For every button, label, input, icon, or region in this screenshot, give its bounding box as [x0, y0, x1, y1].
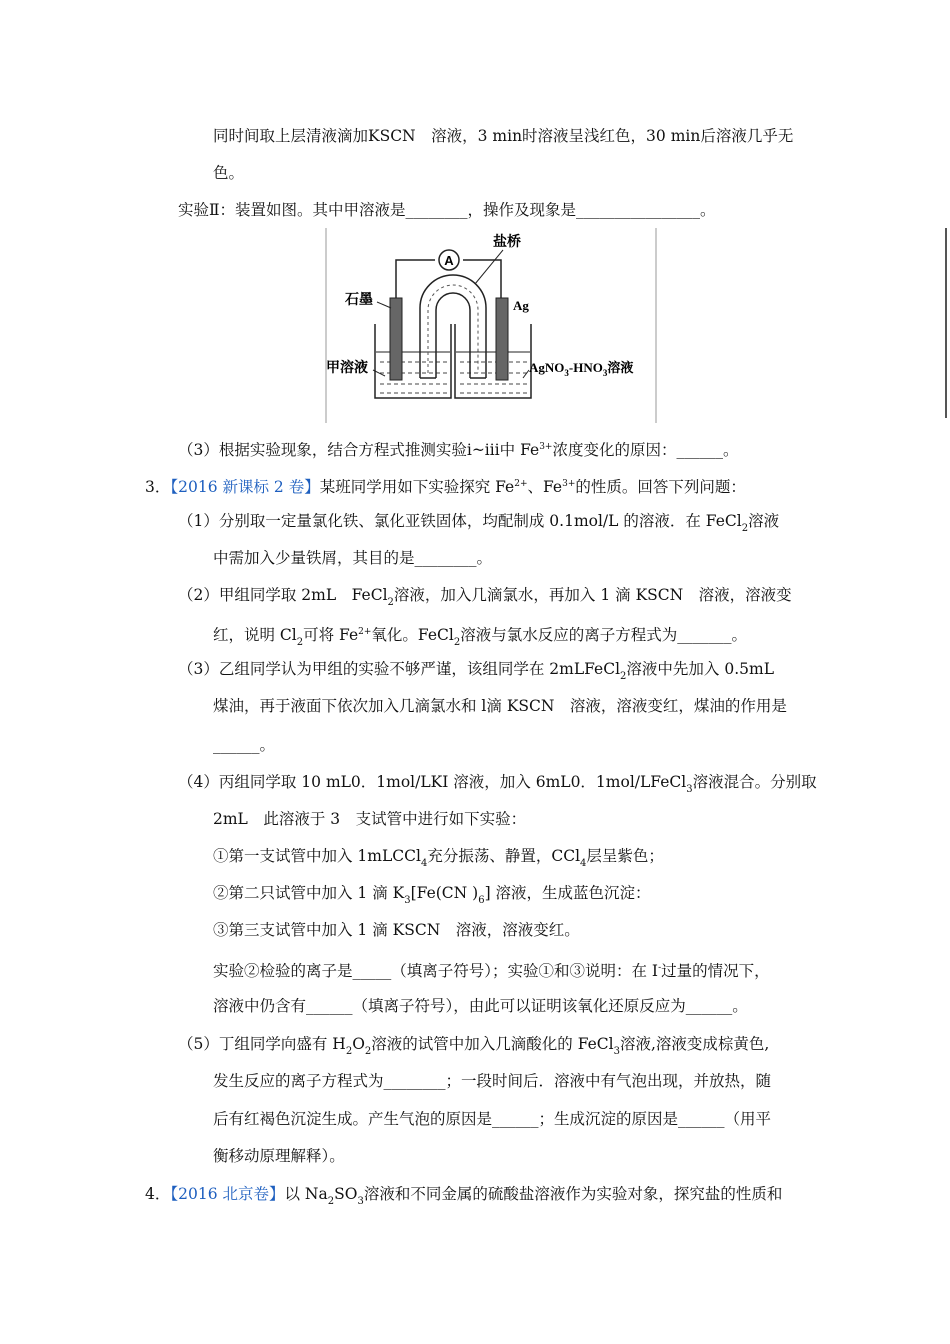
svg-text:石墨: 石墨 — [345, 292, 373, 308]
question-part: （3）根据实验现象，结合方程式推测实验ⅰ~ⅲ中 $Fe^{3+}$浓度变化的原因：______。 — [178, 441, 739, 459]
text-line: ______。 — [213, 736, 276, 754]
text-line: 实验②检验的离子是_____（填离子符号）；实验①和③说明：在 I-过量的情况下， — [213, 962, 770, 980]
text-line: 衡移动原理解释）。 — [213, 1147, 345, 1165]
text-line: 实验Ⅱ：装置如图。其中甲溶液是________，操作及现象是________________。 — [178, 201, 716, 219]
text-line: 同时间取上层清液滴加KSCN 溶液，3 min时溶液呈浅红色，30 min后溶液几乎无 — [213, 127, 794, 145]
question-part: （5）丁组同学向盛有 $H_2O_2$溶液的试管中加入几滴酸化的 FeCl$_3$溶液,溶液变成棕黄色, — [178, 1035, 770, 1057]
svg-text:Ag: Ag — [513, 298, 529, 313]
svg-text:A: A — [444, 253, 454, 268]
svg-text:AgNO3-HNO3溶液: $AgNO_3-HNO_3$溶液 — [529, 360, 634, 378]
source-tag: 【2016 新课标 2 卷】 — [170, 478, 320, 496]
question-part: （1）分别取一定量氯化铁、氯化亚铁固体，均配制成 0.1mol/L 的溶液．在 FeCl$_2$溶液 — [178, 512, 780, 534]
source-tag: 【2016 北京卷】 — [170, 1185, 285, 1203]
graphite-electrode — [390, 298, 402, 380]
question-part: （3）乙组同学认为甲组的实验不够严谨，该组同学在 2mLFeCl$_2$溶液中先加入 0.5mL — [178, 660, 774, 682]
text-line: ①第一支试管中加入 1mLCCl$_4$充分振荡、静置，CCl$_4$层呈紫色； — [213, 847, 664, 869]
text-line: 2mL 此溶液于 3 支试管中进行如下实验： — [213, 810, 527, 828]
text-line: 煤油，再于液面下依次加入几滴氯水和 l滴 KSCN 溶液，溶液变红，煤油的作用是 — [213, 697, 787, 715]
svg-text:甲溶液: 甲溶液 — [326, 360, 368, 376]
silver-electrode — [496, 298, 508, 380]
text-line: 发生反应的离子方程式为________；一段时间后．溶液中有气泡出现，并放热，随 — [213, 1072, 772, 1090]
text-line: ③第三支试管中加入 1 滴 KSCN 溶液，溶液变红。 — [213, 921, 580, 939]
page-edge-bar — [945, 228, 947, 418]
question-part: （2）甲组同学取 2mL FeCl$_2$溶液，加入几滴氯水，再加入 1 滴 KSCN 溶液，溶液变 — [178, 586, 792, 608]
question-part: （4）丙组同学取 10 mL0．1mol/LKI 溶液，加入 6mL0．1mol/LFeCl$_3$溶液混合。分别取 — [178, 773, 817, 795]
electrochemical-cell-diagram — [325, 228, 657, 423]
text-line: 后有红褐色沉淀生成。产生气泡的原因是______；生成沉淀的原因是______（用平 — [213, 1110, 772, 1128]
question-3-heading: 3．【2016 新课标 2 卷】某班同学用如下实验探究 $Fe^{2+}$、$Fe^{3+}$的性质。回答下列问题： — [145, 478, 746, 496]
text-line: 中需加入少量铁屑，其目的是________。 — [213, 549, 493, 567]
question-4-heading: 4．【2016 北京卷】以 $Na_2SO_3$溶液和不同金属的硫酸盐溶液作为实验对象，探究盐的性质和 — [145, 1185, 783, 1207]
text-line: ②第二只试管中加入 1 滴 $K_3[Fe(CN$ )$_6$] 溶液，生成蓝色沉淀： — [213, 884, 651, 906]
text-line: 溶液中仍含有______（填离子符号），由此可以证明该氧化还原反应为______。 — [213, 997, 748, 1015]
text-line: 红，说明 $Cl_2$可将 $Fe^{2+}$氧化。FeCl$_2$溶液与氯水反应的离子方程式为_______。 — [213, 626, 747, 648]
svg-text:盐桥: 盐桥 — [493, 234, 521, 250]
text-line: 色。 — [213, 164, 245, 182]
